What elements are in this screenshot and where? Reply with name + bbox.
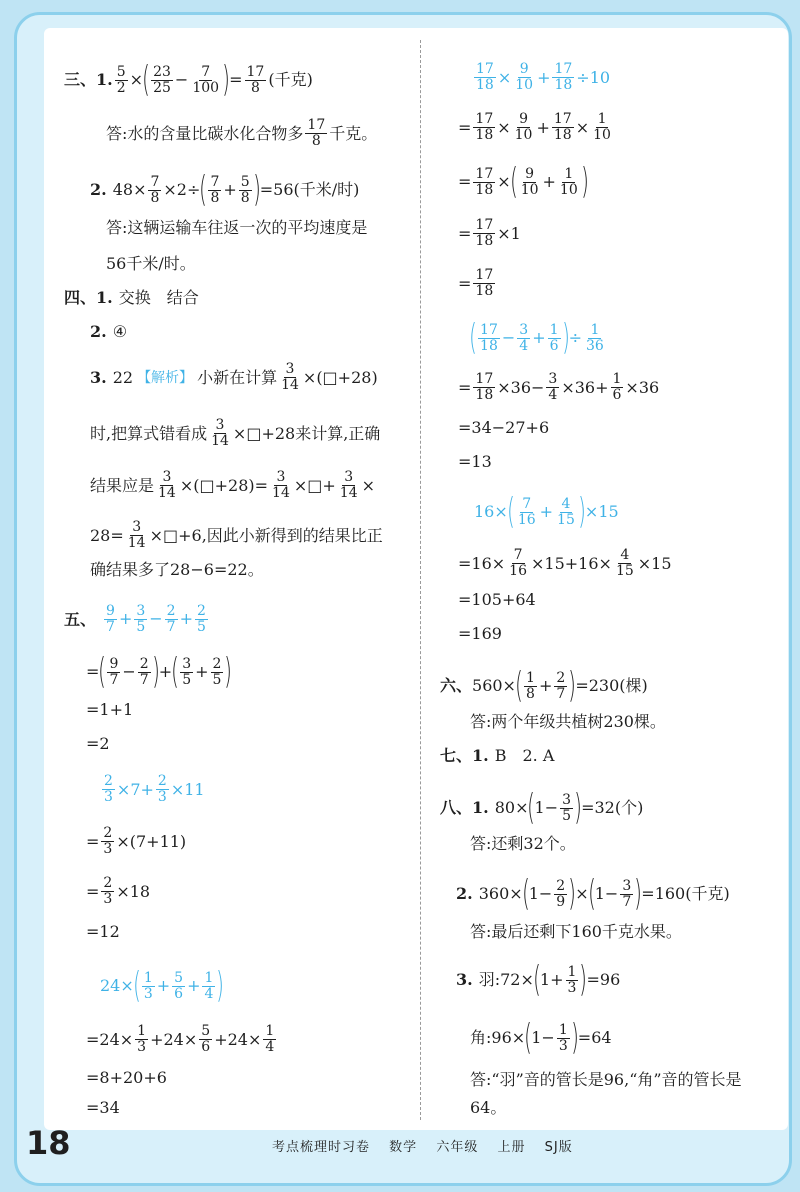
a8-1: 答:还剩32个。 [470,834,576,853]
s5-line-1: 五、 $\frac{9}{7}$ + $\frac{3}{5}$ − $\frac{2}{7}$ + $\frac{2}{5}$ [64,603,206,635]
section-8-label: 八、 [440,798,473,817]
a8-2: 答:最后还剩下160千克水果。 [470,922,682,941]
q4-3-text-c: 来计算,正确 [295,423,381,443]
section-6-label: 六、 [440,676,473,695]
analysis-tag: 【解析】 [137,369,194,386]
r-line-13: =169 [458,624,502,643]
q4-3-line-2: 时,把算式错看成 $\frac{3}{14}$ ×□+28 来计算,正确 [90,417,381,449]
r-line-9: =13 [458,452,492,471]
a8-3b: 64。 [470,1098,507,1117]
q6-result: =230(棵) [575,676,648,695]
footer [272,1136,587,1155]
s5-line-5: $\frac{2}{3}$ ×7+ $\frac{2}{3}$ ×11 [104,773,205,805]
q4-3-text-e: 因此小新得到的结果比正 [206,525,383,545]
a6: 答:两个年级共植树230棵。 [470,712,666,731]
page-number: 18 [26,1124,71,1162]
q4-3-line-3: 结果应是 $\frac{3}{14}$ ×(□+28)= $\frac{3}{14}$ ×□+ $\frac{3}{14}$ × [90,469,376,501]
s5-line-6: = $\frac{2}{3}$ ×(7+11) [86,825,187,857]
s5-line-7: = $\frac{2}{3}$ ×18 [86,875,151,907]
r-line-11: =16× $\frac{7}{16}$ ×15+16× $\frac{4}{15}$ ×15 [458,547,672,579]
q3-1-line: 三、 1. $\frac{5}{2}$ × ( $\frac{23}{25}$ − $\frac{7}{100}$ ) = $\frac{17}{8}$ (千克) [64,59,313,100]
q4-1-num: 1. [96,288,113,307]
r-line-7: = $\frac{17}{18}$ ×36− $\frac{3}{4}$ ×36+ $\frac{1}{6}$ ×36 [458,371,660,403]
q4-2-answer: ④ [112,322,128,341]
s5-line-10: =24× $\frac{1}{3}$ +24× $\frac{5}{6}$ +24× $\frac{1}{4}$ [86,1023,275,1055]
r-line-8: =34−27+6 [458,418,550,437]
q4-3-text-d: 结果应是 [90,475,155,495]
r-line-10: 16× ( $\frac{7}{16}$ + $\frac{4}{15}$ ) ×15 [474,491,619,532]
q4-3-text-b: 时,把算式错看成 [90,423,208,443]
s5-line-12: =34 [86,1098,120,1117]
a3-2a: 答:这辆运输车往返一次的平均速度是 [106,218,368,237]
q8-2-line: 2. 360× ( 1− $\frac{2}{9}$ ) × ( 1− $\frac{3}{7}$ ) =160(千克) [456,873,730,914]
q4-2-line [90,322,127,342]
q8-3-yu: 羽: [478,970,501,989]
footer-grade: 六年级 [436,1140,479,1155]
q8-3-line-1: 3. 羽: 72× ( 1+ $\frac{1}{3}$ ) =96 [456,959,621,1000]
q3-2-num: 2. [90,180,107,199]
q4-2-num: 2. [90,322,107,341]
footer-book: 考点梳理时习卷 [272,1140,371,1155]
s5-line-4: =2 [86,734,110,753]
s5-line-8: =12 [86,922,120,941]
q4-3-text-f: 确结果多了28−6=22。 [90,560,264,579]
footer-edition: SJ版 [544,1140,573,1155]
a3-1-line: 答:水的含量比碳水化合物多 $\frac{17}{8}$ 千克。 [106,117,378,149]
a3-2b: 56千米/时。 [106,254,196,273]
q7-line [440,746,554,766]
q8-3-num: 3. [456,970,473,989]
s5-line-3: =1+1 [86,700,134,719]
section-5-label: 五、 [64,609,97,629]
r-line-3: = $\frac{17}{18}$ × ( $\frac{9}{10}$ + $\frac{1}{10}$ ) [458,161,589,202]
q3-1-unit: (千克) [268,70,313,89]
q6-line: 六、 560× ( $\frac{1}{8}$ + $\frac{2}{7}$ ) =230(棵) [440,665,648,706]
q4-3-text-a: 小新在计算 [197,367,278,387]
q8-1-result: =32(个) [581,798,644,817]
q4-3-answer: 22 [112,367,134,387]
q4-3-line-1: 3. 22 【解析】 小新在计算 $\frac{3}{14}$ ×(□+28) [90,361,378,393]
q8-3-jiao: 角: [470,1028,492,1047]
q3-2-result: =56(千米/时) [259,180,360,199]
q4-3-num: 3. [90,367,107,387]
q8-2-num: 2. [456,884,473,903]
column-divider [420,40,421,1120]
q3-1-num: 1. [96,70,113,89]
r-line-5: = $\frac{17}{18}$ [458,267,494,299]
footer-subject: 数学 [389,1140,418,1155]
r-line-6: ( $\frac{17}{18}$ − $\frac{3}{4}$ + $\frac{1}{6}$ ) ÷ $\frac{1}{36}$ [469,317,604,358]
q8-3-line-2: 角: 96× ( 1− $\frac{1}{3}$ ) =64 [470,1017,612,1058]
q3-2-line: 2. 48× $\frac{7}{8}$ ×2÷ ( $\frac{7}{8}$ + $\frac{5}{8}$ ) =56(千米/时) [90,169,360,210]
q8-1-line: 八、 1. 80× ( 1− $\frac{3}{5}$ ) =32(个) [440,787,644,828]
r-line-1: $\frac{17}{18}$ × $\frac{9}{10}$ + $\frac{17}{18}$ ÷10 [476,61,611,93]
q8-1-num: 1. [472,798,489,817]
q4-1-line [64,288,199,308]
a3-1-end: 千克。 [329,123,378,143]
footer-volume: 上册 [497,1140,526,1155]
q7-1-num: 1. [472,746,489,765]
q4-3-line-4: 28= $\frac{3}{14}$ ×□+6, 因此小新得到的结果比正 [90,519,383,551]
s5-line-11: =8+20+6 [86,1068,167,1087]
r-line-12: =105+64 [458,590,536,609]
s5-line-2: = ( $\frac{9}{7}$ − $\frac{2}{7}$ ) + ( $\frac{3}{5}$ + $\frac{2}{5}$ ) [86,651,233,692]
a3-1-text: 答:水的含量比碳水化合物多 [106,123,304,143]
q7-answers: B 2. A [494,746,555,765]
s5-line-9: 24× ( $\frac{1}{3}$ + $\frac{5}{6}$ + $\frac{1}{4}$ ) [100,965,225,1006]
r-line-4: = $\frac{17}{18}$ ×1 [458,217,521,249]
section-3-label: 三、 [64,70,97,89]
r-line-2: = $\frac{17}{18}$ × $\frac{9}{10}$ + $\frac{17}{18}$ × $\frac{1}{10}$ [458,111,611,143]
q4-1-answer: 交换 结合 [118,288,199,307]
a8-3a: 答:“羽”音的管长是96,“角”音的管长是 [470,1070,742,1089]
section-7-label: 七、 [440,746,473,765]
q8-2-result: =160(千克) [641,884,730,903]
section-4-label: 四、 [64,288,97,307]
